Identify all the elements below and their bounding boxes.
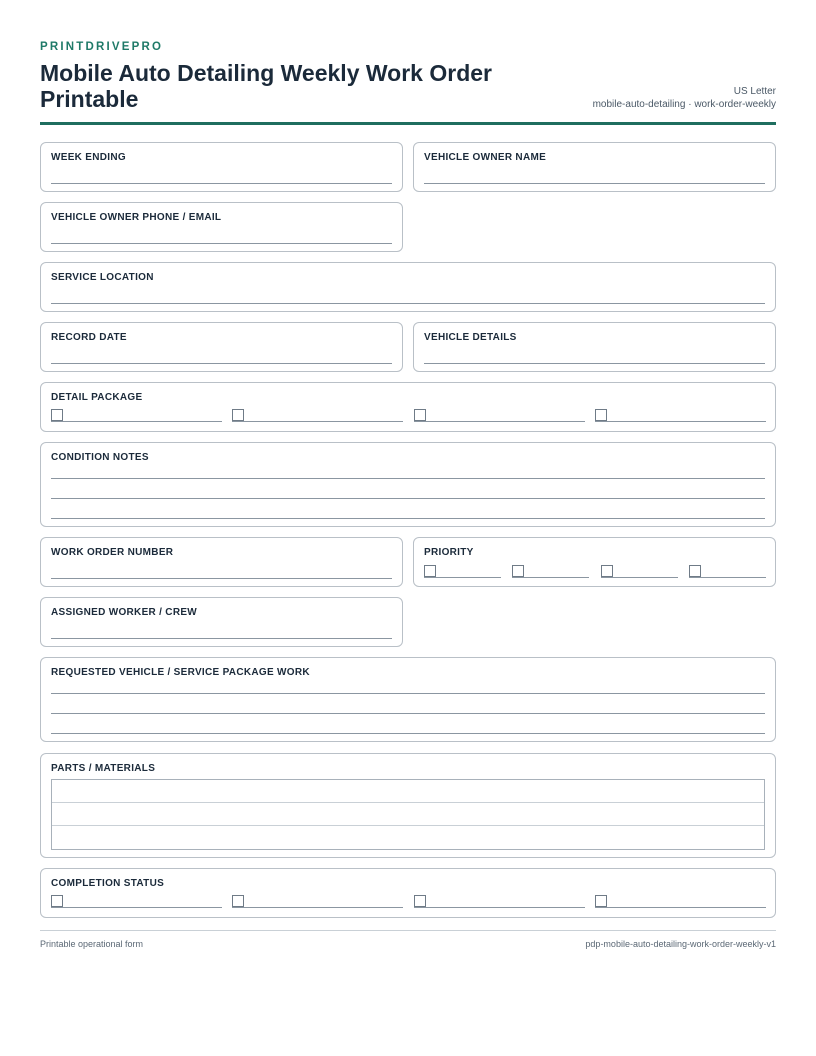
parts-table [51, 779, 765, 850]
parts-materials-field [40, 753, 776, 858]
field-label: REQUESTED VEHICLE / SERVICE PACKAGE WORK [51, 667, 310, 678]
checkbox[interactable] [601, 565, 613, 577]
option-line [424, 577, 501, 578]
checkbox[interactable] [414, 409, 426, 421]
checkbox[interactable] [232, 895, 244, 907]
write-line[interactable] [51, 363, 392, 364]
condition-notes-field[interactable] [40, 442, 776, 527]
completion-status-field [40, 868, 776, 918]
checkbox[interactable] [51, 895, 63, 907]
week-ending-field[interactable] [40, 142, 403, 192]
checkbox[interactable] [414, 895, 426, 907]
field-label: WEEK ENDING [51, 152, 126, 163]
priority-field [413, 537, 776, 587]
completion-status-option-2[interactable] [232, 895, 403, 907]
option-line [51, 421, 222, 422]
completion-status-option-3[interactable] [414, 895, 585, 907]
vehicle-owner-name-field[interactable] [413, 142, 776, 192]
option-line [414, 421, 585, 422]
service-location-field[interactable] [40, 262, 776, 312]
table-row[interactable] [52, 826, 764, 849]
checkbox[interactable] [689, 565, 701, 577]
field-label: VEHICLE DETAILS [424, 332, 517, 343]
priority-option-2[interactable] [512, 565, 589, 577]
write-line[interactable] [51, 498, 765, 499]
record-date-field[interactable] [40, 322, 403, 372]
write-line[interactable] [51, 733, 765, 734]
write-line[interactable] [51, 638, 392, 639]
option-line [232, 907, 403, 908]
page-meta [593, 85, 776, 111]
field-label: COMPLETION STATUS [51, 878, 165, 889]
checkbox[interactable] [595, 895, 607, 907]
requested-work-field[interactable] [40, 657, 776, 742]
field-label: SERVICE LOCATION [51, 272, 154, 283]
write-line[interactable] [51, 243, 392, 244]
option-line [689, 577, 766, 578]
checkbox[interactable] [512, 565, 524, 577]
priority-option-1[interactable] [424, 565, 501, 577]
detail-package-field [40, 382, 776, 432]
write-line[interactable] [51, 303, 765, 304]
write-line[interactable] [424, 183, 765, 184]
table-row[interactable] [52, 780, 764, 803]
detail-package-option-1[interactable] [51, 409, 222, 421]
write-line[interactable] [51, 518, 765, 519]
vehicle-details-field[interactable] [413, 322, 776, 372]
write-line[interactable] [424, 363, 765, 364]
paper-size-label: US Letter [733, 86, 776, 97]
write-line[interactable] [51, 693, 765, 694]
option-line [595, 907, 766, 908]
detail-package-option-3[interactable] [414, 409, 585, 421]
completion-status-option-1[interactable] [51, 895, 222, 907]
write-line[interactable] [51, 713, 765, 714]
form-slug-label: mobile-auto-detailing · work-order-weekly [592, 99, 776, 110]
brand-logo-text: PRINTDRIVEPRO [40, 41, 164, 53]
assigned-worker-field[interactable] [40, 597, 403, 647]
field-label: WORK ORDER NUMBER [51, 547, 174, 558]
checkbox[interactable] [51, 409, 63, 421]
write-line[interactable] [51, 578, 392, 579]
option-line [232, 421, 403, 422]
field-label: RECORD DATE [51, 332, 127, 343]
field-label: VEHICLE OWNER NAME [424, 152, 547, 163]
footer-divider [40, 930, 776, 931]
field-label: ASSIGNED WORKER / CREW [51, 607, 198, 618]
completion-status-option-4[interactable] [595, 895, 766, 907]
field-label: VEHICLE OWNER PHONE / EMAIL [51, 212, 222, 223]
detail-package-option-4[interactable] [595, 409, 766, 421]
vehicle-owner-contact-field[interactable] [40, 202, 403, 252]
option-line [601, 577, 678, 578]
header-divider [40, 122, 776, 125]
priority-option-3[interactable] [601, 565, 678, 577]
work-order-number-field[interactable] [40, 537, 403, 587]
checkbox[interactable] [595, 409, 607, 421]
field-label: PRIORITY [424, 547, 474, 558]
write-line[interactable] [51, 478, 765, 479]
page-title: Mobile Auto Detailing Weekly Work Order Printable [40, 60, 492, 112]
write-line[interactable] [51, 183, 392, 184]
checkbox[interactable] [232, 409, 244, 421]
option-line [512, 577, 589, 578]
footer-left-text: Printable operational form [40, 939, 144, 949]
field-label: DETAIL PACKAGE [51, 392, 143, 403]
field-label: PARTS / MATERIALS [51, 763, 156, 774]
checkbox[interactable] [424, 565, 436, 577]
option-line [51, 907, 222, 908]
priority-option-4[interactable] [689, 565, 766, 577]
footer-form-id: pdp-mobile-auto-detailing-work-order-weekly-v1 [585, 939, 776, 949]
field-label: CONDITION NOTES [51, 452, 149, 463]
option-line [414, 907, 585, 908]
option-line [595, 421, 766, 422]
detail-package-option-2[interactable] [232, 409, 403, 421]
table-row[interactable] [52, 803, 764, 826]
